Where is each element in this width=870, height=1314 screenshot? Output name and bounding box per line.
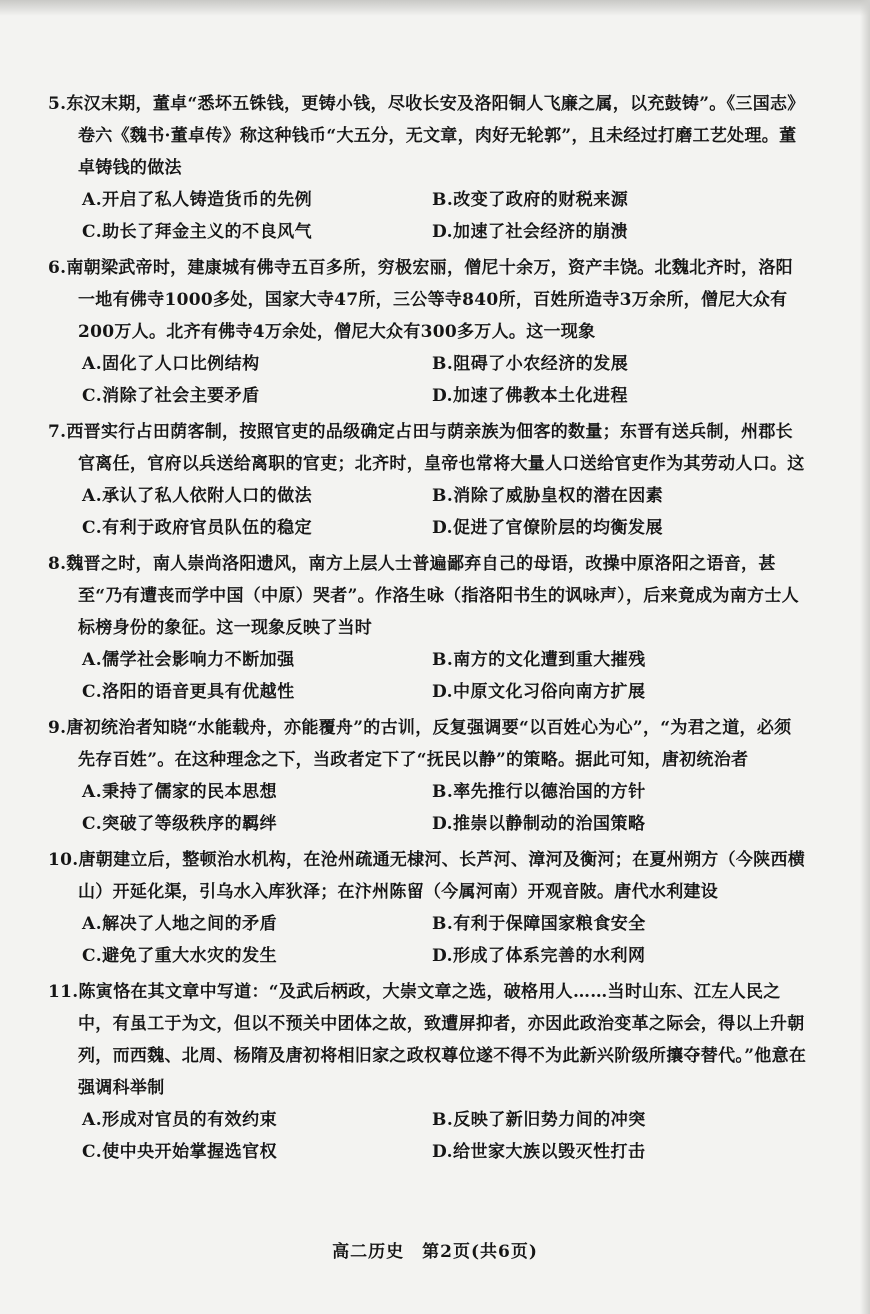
option-c: C.使中央开始掌握选官权 (82, 1142, 278, 1162)
page-footer: 高二历史 第2页(共6页) (332, 1242, 538, 1262)
question-8 (48, 548, 808, 708)
option-c: C.消除了社会主要矛盾 (82, 386, 260, 406)
option-c: C.助长了拜金主义的不良风气 (82, 222, 313, 242)
option-c: C.避免了重大水灾的发生 (82, 946, 278, 966)
option-a: A.固化了人口比例结构 (82, 354, 260, 374)
option-d: D.推崇以静制动的治国策略 (432, 814, 646, 834)
option-d: D.促进了官僚阶层的均衡发展 (432, 518, 664, 538)
option-a: A.开启了私人铸造货币的先例 (82, 190, 313, 210)
options-grid (82, 480, 808, 544)
option-c: C.有利于政府官员队伍的稳定 (82, 518, 313, 538)
option-b: B.有利于保障国家粮食安全 (432, 914, 646, 934)
question-9 (48, 712, 808, 840)
question-5 (48, 88, 808, 248)
options-grid (82, 908, 808, 972)
option-b: B.率先推行以德治国的方针 (432, 782, 646, 802)
question-10 (48, 844, 808, 972)
question-stem: 8.魏晋之时，南人崇尚洛阳遗风，南方上层人士普遍鄙弃自己的母语，改操中原洛阳之语音，甚至“乃有遭丧而学中国（中原）哭者”。作洛生咏（指洛阳书生的讽咏声），后来竟成为南方士人标榜身份的象征。这一现象反映了当时 (48, 554, 799, 638)
option-c: C.突破了等级秩序的羁绊 (82, 814, 278, 834)
question-stem: 5.东汉末期，董卓“悉坏五铢钱，更铸小钱，尽收长安及洛阳铜人飞廉之属，以充鼓铸”。《三国志》卷六《魏书·董卓传》称这种钱币“大五分，无文章，肉好无轮郭”，且未经过打磨工艺处理。董卓铸钱的做法 (48, 94, 805, 178)
option-b: B.反映了新旧势力间的冲突 (432, 1110, 646, 1130)
option-d: D.中原文化习俗向南方扩展 (432, 682, 646, 702)
option-c: C.洛阳的语音更具有优越性 (82, 682, 295, 702)
option-d: D.形成了体系完善的水利网 (432, 946, 646, 966)
option-a: A.解决了人地之间的矛盾 (82, 914, 278, 934)
option-b: B.南方的文化遭到重大摧残 (432, 650, 646, 670)
options-grid (82, 776, 808, 840)
question-7 (48, 416, 808, 544)
options-grid (82, 1104, 808, 1168)
option-a: A.秉持了儒家的民本思想 (82, 782, 278, 802)
option-d: D.加速了佛教本土化进程 (432, 386, 629, 406)
question-stem: 9.唐初统治者知晓“水能载舟，亦能覆舟”的古训，反复强调要“以百姓心为心”，“为君之道，必须先存百姓”。在这种理念之下，当政者定下了“抚民以静”的策略。据此可知，唐初统治者 (48, 718, 792, 770)
option-a: A.形成对官员的有效约束 (82, 1110, 278, 1130)
options-grid (82, 644, 808, 708)
question-11 (48, 976, 808, 1168)
question-stem: 6.南朝梁武帝时，建康城有佛寺五百多所，穷极宏丽，僧尼十余万，资产丰饶。北魏北齐时，洛阳一地有佛寺1000多处，国家大寺47所，三公等寺840所，百姓所造寺3万余所，僧尼大众有200万人。北齐有佛寺4万余处，僧尼大众有300多万人。这一现象 (48, 258, 793, 342)
option-b: B.改变了政府的财税来源 (432, 190, 629, 210)
question-stem: 10.唐朝建立后，整顿治水机构，在沧州疏通无棣河、长芦河、漳河及衡河；在夏州朔方（今陕西横山）开延化渠，引乌水入库狄泽；在汴州陈留（今属河南）开观音陂。唐代水利建设 (48, 850, 806, 902)
question-stem: 7.西晋实行占田荫客制，按照官吏的品级确定占田与荫亲族为佃客的数量；东晋有送兵制，州郡长官离任，官府以兵送给离职的官吏；北齐时，皇帝也常将大量人口送给官吏作为其劳动人口。这 (48, 422, 805, 474)
option-d: D.加速了社会经济的崩溃 (432, 222, 629, 242)
questions-area (48, 88, 808, 1172)
options-grid (82, 348, 808, 412)
option-a: A.儒学社会影响力不断加强 (82, 650, 295, 670)
question-6 (48, 252, 808, 412)
option-b: B.阻碍了小农经济的发展 (432, 354, 629, 374)
question-stem: 11.陈寅恪在其文章中写道：“及武后柄政，大崇文章之选，破格用人……当时山东、江左人民之中，有虽工于为文，但以不预关中团体之故，致遭屏抑者，亦因此政治变革之际会，得以上升朝列，而西魏、北周、杨隋及唐初将相旧家之政权尊位遂不得不为此新兴阶级所攘夺替代。”他意在强调科举制 (48, 982, 807, 1098)
option-a: A.承认了私人依附人口的做法 (82, 486, 313, 506)
options-grid (82, 184, 808, 248)
option-d: D.给世家大族以毁灭性打击 (432, 1142, 646, 1162)
option-b: B.消除了威胁皇权的潜在因素 (432, 486, 664, 506)
